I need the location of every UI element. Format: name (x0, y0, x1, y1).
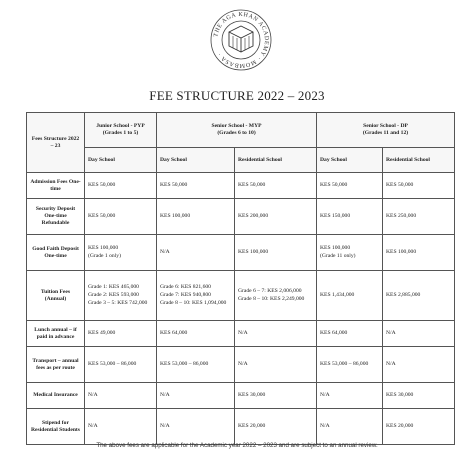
fee-value: N/A (238, 330, 248, 336)
fee-cell (383, 383, 455, 409)
fee-value: Grade 2: KES 593,000 (88, 292, 139, 298)
fee-value: KES 64,000 (160, 330, 188, 336)
fee-value: Grade 3 – 5: KES 742,000 (88, 299, 148, 306)
fee-value: KES 50,000 (238, 182, 266, 188)
fee-cell (317, 409, 383, 445)
fee-cell (383, 321, 455, 347)
group-header-senior-dp (317, 113, 455, 148)
fee-value: KES 2,885,000 (386, 292, 421, 298)
table-row (27, 321, 455, 347)
fee-value: KES 100,000 (160, 213, 191, 219)
row-label: Lunch annual – if paid in advance (27, 321, 85, 347)
fee-cell (383, 173, 455, 199)
group-header-junior-pyp (85, 113, 157, 148)
group-name: Senior School - DP (363, 123, 408, 130)
fee-value: KES 100,000 (88, 245, 119, 252)
fee-cell (235, 409, 317, 445)
fee-cell (317, 173, 383, 199)
fee-value: KES 50,000 (88, 213, 116, 219)
row-label: Transport – annual fees as per route (27, 347, 85, 383)
group-header-senior-myp (157, 113, 317, 148)
fee-cell (383, 409, 455, 445)
fee-cell (317, 383, 383, 409)
group-name: Junior School - PYP (96, 123, 145, 130)
fee-cell (85, 347, 157, 383)
fee-value: KES 50,000 (88, 182, 116, 188)
table-row (27, 235, 455, 271)
fee-value: KES 64,000 (320, 330, 348, 336)
fee-value: Grade 8 – 10: KES 1,094,000 (160, 299, 227, 306)
column-header: Residential School (235, 148, 317, 173)
logo-ring-text: THE AGA KHAN ACADEMY · MOMBASA · (213, 11, 270, 69)
fee-cell (85, 173, 157, 199)
fee-cell (85, 321, 157, 347)
fee-value: KES 49,000 (88, 330, 116, 336)
table-row (27, 271, 455, 321)
fee-value: KES 150,000 (320, 213, 351, 219)
fee-cell (157, 199, 235, 235)
fee-cell (85, 199, 157, 235)
fee-value: (Grade 1 only) (88, 253, 121, 259)
fee-rows (27, 173, 455, 445)
fee-cell (317, 347, 383, 383)
row-label: Security Deposit One-time Refundable (27, 199, 85, 235)
fee-cell (85, 409, 157, 445)
column-header: Day School (157, 148, 235, 173)
fee-value: N/A (160, 423, 170, 429)
table-corner-label: Fees Structure 2022 – 23 (27, 113, 85, 173)
fee-cell (157, 347, 235, 383)
fee-value: KES 30,000 (238, 392, 266, 398)
group-name: Senior School - MYP (211, 123, 262, 130)
fee-value: N/A (320, 392, 330, 398)
fee-value: KES 100,000 (320, 245, 351, 252)
table-row (27, 199, 455, 235)
fee-cell (157, 235, 235, 271)
fee-cell (383, 347, 455, 383)
fee-value: Grade 7: KES 940,800 (160, 292, 211, 298)
fee-value: Grade 8 – 10: KES 2,249,000 (238, 296, 305, 302)
table-row (27, 347, 455, 383)
fee-value: KES 1,434,000 (320, 292, 355, 298)
group-sub: (Grades 6 to 10) (217, 130, 256, 136)
fee-cell (317, 321, 383, 347)
fee-value: KES 50,000 (386, 182, 414, 188)
fee-value: KES 50,000 (320, 182, 348, 188)
fee-value: N/A (88, 423, 98, 429)
fee-value: KES 100,000 (386, 249, 417, 255)
column-header: Day School (85, 148, 157, 173)
fee-value: KES 53,000 – 86,000 (88, 361, 137, 367)
fee-value: KES 100,000 (238, 249, 269, 255)
fee-value: KES 53,000 – 86,000 (160, 361, 209, 367)
fee-value: KES 250,000 (386, 213, 417, 219)
fee-value: (Grade 11 only) (320, 253, 356, 259)
fee-value: KES 30,000 (386, 392, 414, 398)
fee-cell (235, 235, 317, 271)
fee-cell (317, 271, 383, 321)
fee-value: KES 20,000 (238, 423, 266, 429)
row-label: Medical Insurance (27, 383, 85, 409)
row-label: Admission Fees One-time (27, 173, 85, 199)
fee-cell (235, 199, 317, 235)
fee-value: Grade 1: KES 465,000 (88, 284, 139, 291)
fee-value: N/A (386, 361, 396, 367)
column-header: Residential School (383, 148, 455, 173)
fee-cell (383, 235, 455, 271)
fee-value: N/A (88, 392, 98, 398)
table-row (27, 409, 455, 445)
fee-cell (235, 321, 317, 347)
row-label: Good Faith Deposit One-time (27, 235, 85, 271)
fee-value: N/A (320, 423, 330, 429)
row-label: Tuition Fees (Annual) (27, 271, 85, 321)
group-sub: (Grades 11 and 12) (362, 130, 409, 136)
fee-cell (235, 271, 317, 321)
fee-cell (235, 383, 317, 409)
group-sub: (Grades 1 to 5) (102, 130, 139, 136)
fee-cell (235, 173, 317, 199)
footnote: The above fees are applicable for the Academic year 2022 – 2023 and are subject to an annual review. (96, 442, 378, 449)
school-logo (209, 8, 273, 72)
column-header: Day School (317, 148, 383, 173)
fee-cell (85, 271, 157, 321)
fee-value: KES 53,000 – 86,000 (320, 361, 369, 367)
page-title: FEE STRUCTURE 2022 – 2023 (149, 88, 325, 103)
table-row (27, 173, 455, 199)
fee-cell (383, 199, 455, 235)
fee-value: Grade 6 – 7: KES 2,006,000 (238, 288, 302, 295)
fee-cell (157, 321, 235, 347)
fee-cell (317, 199, 383, 235)
table-row (27, 383, 455, 409)
fee-value: N/A (238, 361, 248, 367)
aga-khan-academy-crest-icon (209, 8, 273, 72)
fee-cell (85, 235, 157, 271)
fee-value: KES 200,000 (238, 213, 269, 219)
fee-structure-table (26, 112, 455, 445)
row-label: Stipend for Residential Students (27, 409, 85, 445)
fee-value: N/A (160, 392, 170, 398)
fee-value: KES 50,000 (160, 182, 188, 188)
fee-value: N/A (160, 249, 170, 255)
fee-cell (157, 271, 235, 321)
fee-cell (85, 383, 157, 409)
fee-cell (383, 271, 455, 321)
fee-cell (235, 347, 317, 383)
fee-value: N/A (386, 330, 396, 336)
fee-value: KES 20,000 (386, 423, 414, 429)
fee-value: Grade 6: KES 821,600 (160, 284, 211, 291)
fee-cell (317, 235, 383, 271)
fee-cell (157, 383, 235, 409)
fee-cell (157, 173, 235, 199)
fee-cell (157, 409, 235, 445)
